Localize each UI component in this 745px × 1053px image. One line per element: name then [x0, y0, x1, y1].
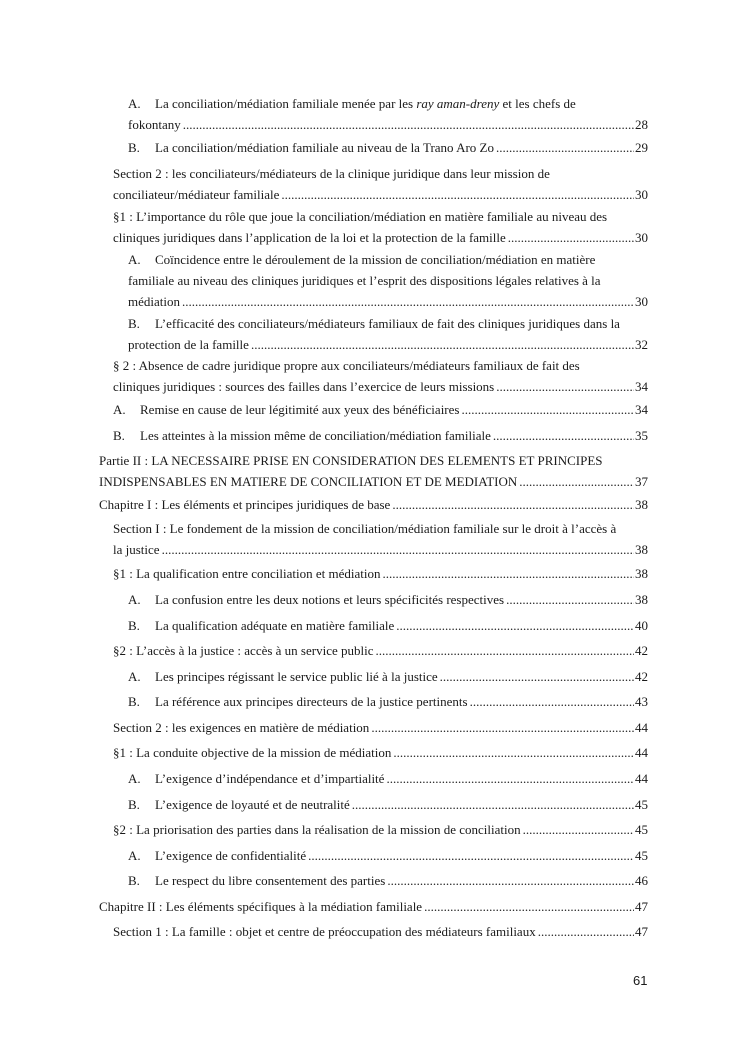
toc-text: L’exigence de loyauté et de neutralité [155, 797, 350, 812]
toc-text: familiale au niveau des cliniques juridiques et l’esprit des dispositions légales relatives à la [128, 273, 601, 288]
dot-leader [536, 921, 634, 942]
dot-leader [374, 640, 635, 661]
toc-text: La conciliation/médiation familiale au niveau de la Trano Aro Zo [155, 140, 494, 155]
toc-entry[interactable] [128, 589, 648, 610]
toc-text-italic: ray aman-dreny [416, 96, 500, 111]
toc-letter: A. [128, 96, 141, 111]
dot-leader [181, 114, 634, 135]
toc-text: La conciliation/médiation familiale menée par les [155, 96, 417, 111]
toc-text: et les chefs de [499, 96, 576, 111]
toc-page-number: 32 [635, 337, 648, 352]
toc-text: La qualification adéquate en matière familiale [155, 618, 395, 633]
toc-text: L’exigence de confidentialité [155, 848, 307, 863]
dot-leader [369, 717, 634, 738]
toc-page-number: 38 [635, 542, 648, 557]
toc-entry[interactable] [128, 691, 648, 712]
toc-text: Chapitre II : Les éléments spécifiques à la médiation familiale [99, 899, 423, 914]
toc-page-number: 47 [635, 924, 648, 939]
toc-page-number: 43 [635, 694, 648, 709]
toc-letter: A. [128, 252, 141, 267]
toc-text: L’exigence d’indépendance et d’impartialité [155, 771, 385, 786]
toc-text: §1 : La conduite objective de la mission de médiation [113, 745, 392, 760]
toc-page-number: 45 [635, 822, 648, 837]
toc-text: § 2 : Absence de cadre juridique propre aux conciliateurs/médiateurs familiaux de fait des [113, 358, 580, 373]
toc-entry[interactable] [113, 163, 648, 205]
toc-entry[interactable] [128, 249, 648, 312]
toc-entry[interactable] [113, 717, 648, 738]
toc-page-number: 45 [635, 848, 648, 863]
toc-entry[interactable] [113, 563, 648, 584]
toc-text: Section 2 : les exigences en matière de médiation [113, 720, 370, 735]
toc-entry[interactable] [128, 666, 648, 687]
toc-letter: B. [128, 618, 140, 633]
toc-entry[interactable] [128, 615, 648, 636]
toc-text: Remise en cause de leur légitimité aux yeux des bénéficiaires [140, 402, 460, 417]
dot-leader [468, 691, 634, 712]
toc-letter: B. [128, 140, 140, 155]
toc-page-number: 42 [635, 643, 648, 658]
toc-entry[interactable] [113, 640, 648, 661]
dot-leader [422, 896, 634, 917]
dot-leader [180, 291, 634, 312]
toc-letter: B. [128, 694, 140, 709]
toc-text: cliniques juridiques dans l’application de la loi et la protection de la famille [113, 230, 506, 245]
dot-leader [391, 742, 634, 763]
toc-text: protection de la famille [128, 337, 249, 352]
dot-leader [504, 589, 634, 610]
toc-page-number: 44 [635, 720, 648, 735]
toc-entry[interactable] [128, 768, 648, 789]
toc-text: §2 : La priorisation des parties dans la réalisation de la mission de conciliation [113, 822, 521, 837]
toc-text: La confusion entre les deux notions et leurs spécificités respectives [155, 592, 505, 607]
toc-page-number: 29 [635, 140, 648, 155]
toc-text: Les principes régissant le service public lié à la justice [155, 669, 438, 684]
toc-page-number: 47 [635, 899, 648, 914]
toc-page-number: 28 [635, 117, 648, 132]
toc-text: Section 1 : La famille : objet et centre de préoccupation des médiateurs familiaux [113, 924, 536, 939]
dot-leader [517, 471, 634, 492]
dot-leader [249, 334, 634, 355]
toc-entry[interactable] [99, 450, 648, 492]
dot-leader [506, 227, 634, 248]
toc-entry[interactable] [113, 206, 648, 248]
toc-page-number: 44 [635, 745, 648, 760]
toc-letter: B. [128, 797, 140, 812]
dot-leader [521, 819, 634, 840]
toc-text: Chapitre I : Les éléments et principes juridiques de base [99, 497, 391, 512]
toc-page-number: 46 [635, 873, 648, 888]
toc-entry[interactable] [128, 137, 648, 158]
toc-entry[interactable] [113, 355, 648, 397]
dot-leader [494, 376, 634, 397]
toc-text: §2 : L’accès à la justice : accès à un service public [113, 643, 374, 658]
toc-text: L’efficacité des conciliateurs/médiateurs familiaux de fait des cliniques juridiques dans la [155, 316, 620, 331]
toc-text: médiation [128, 294, 180, 309]
toc-text: Section 2 : les conciliateurs/médiateurs de la clinique juridique dans leur mission de [113, 166, 550, 181]
toc-entry[interactable] [113, 742, 648, 763]
toc-letter: A. [128, 771, 141, 786]
toc-entry[interactable] [113, 921, 648, 942]
toc-text: la justice [113, 542, 160, 557]
dot-leader [384, 768, 634, 789]
toc-page-number: 34 [635, 402, 648, 417]
toc-letter: B. [128, 873, 140, 888]
dot-leader [494, 137, 634, 158]
toc-page-number: 35 [635, 428, 648, 443]
toc-entry[interactable] [113, 518, 648, 560]
toc-text: Partie II : LA NECESSAIRE PRISE EN CONSIDERATION DES ELEMENTS ET PRINCIPES [99, 453, 603, 468]
toc-text: La référence aux principes directeurs de la justice pertinents [155, 694, 468, 709]
toc-entry[interactable] [128, 93, 648, 135]
toc-entry[interactable] [128, 794, 648, 815]
toc-page-number: 30 [635, 187, 648, 202]
toc-entry[interactable] [128, 313, 648, 355]
dot-leader [491, 425, 634, 446]
toc-text: cliniques juridiques : sources des failles dans l’exercice de leurs missions [113, 379, 495, 394]
dot-leader [160, 539, 634, 560]
toc-letter: A. [128, 669, 141, 684]
toc-text: Section I : Le fondement de la mission de conciliation/médiation familiale sur le droit à l’accès à [113, 521, 617, 536]
toc-text: INDISPENSABLES EN MATIERE DE CONCILIATION ET DE MEDIATION [99, 474, 518, 489]
toc-page-number: 42 [635, 669, 648, 684]
toc-letter: A. [128, 848, 141, 863]
toc-entry[interactable] [113, 425, 648, 446]
page-number: 61 [633, 973, 648, 988]
dot-leader [390, 494, 634, 515]
dot-leader [279, 184, 634, 205]
dot-leader [438, 666, 634, 687]
toc-letter: B. [113, 428, 125, 443]
toc-entry[interactable] [128, 845, 648, 866]
toc-page-number: 30 [635, 230, 648, 245]
toc-entry[interactable] [128, 870, 648, 891]
dot-leader [350, 794, 634, 815]
toc-page-number: 38 [635, 566, 648, 581]
dot-leader [385, 870, 634, 891]
toc-page-number: 45 [635, 797, 648, 812]
toc-entry[interactable] [113, 819, 648, 840]
toc-page-number: 34 [635, 379, 648, 394]
toc-letter: A. [128, 592, 141, 607]
toc-text: Le respect du libre consentement des parties [155, 873, 386, 888]
toc-text: Coïncidence entre le déroulement de la mission de conciliation/médiation en matière [155, 252, 596, 267]
toc-letter: A. [113, 402, 126, 417]
toc-entry[interactable] [113, 399, 648, 420]
dot-leader [306, 845, 634, 866]
toc-text: §1 : L’importance du rôle que joue la conciliation/médiation en matière familiale au niveau des [113, 209, 608, 224]
toc-page-number: 44 [635, 771, 648, 786]
toc-page-number: 30 [635, 294, 648, 309]
toc-text: fokontany [128, 117, 181, 132]
toc-page-number: 40 [635, 618, 648, 633]
toc-text: §1 : La qualification entre conciliation et médiation [113, 566, 381, 581]
toc-entry[interactable] [99, 494, 648, 515]
toc-page-number: 38 [635, 592, 648, 607]
dot-leader [381, 563, 635, 584]
dot-leader [459, 399, 634, 420]
toc-page-number: 37 [635, 474, 648, 489]
toc-text: Les atteintes à la mission même de conciliation/médiation familiale [140, 428, 491, 443]
toc-entry[interactable] [99, 896, 648, 917]
toc-text: conciliateur/médiateur familiale [113, 187, 280, 202]
dot-leader [394, 615, 634, 636]
toc-letter: B. [128, 316, 140, 331]
toc-page-number: 38 [635, 497, 648, 512]
